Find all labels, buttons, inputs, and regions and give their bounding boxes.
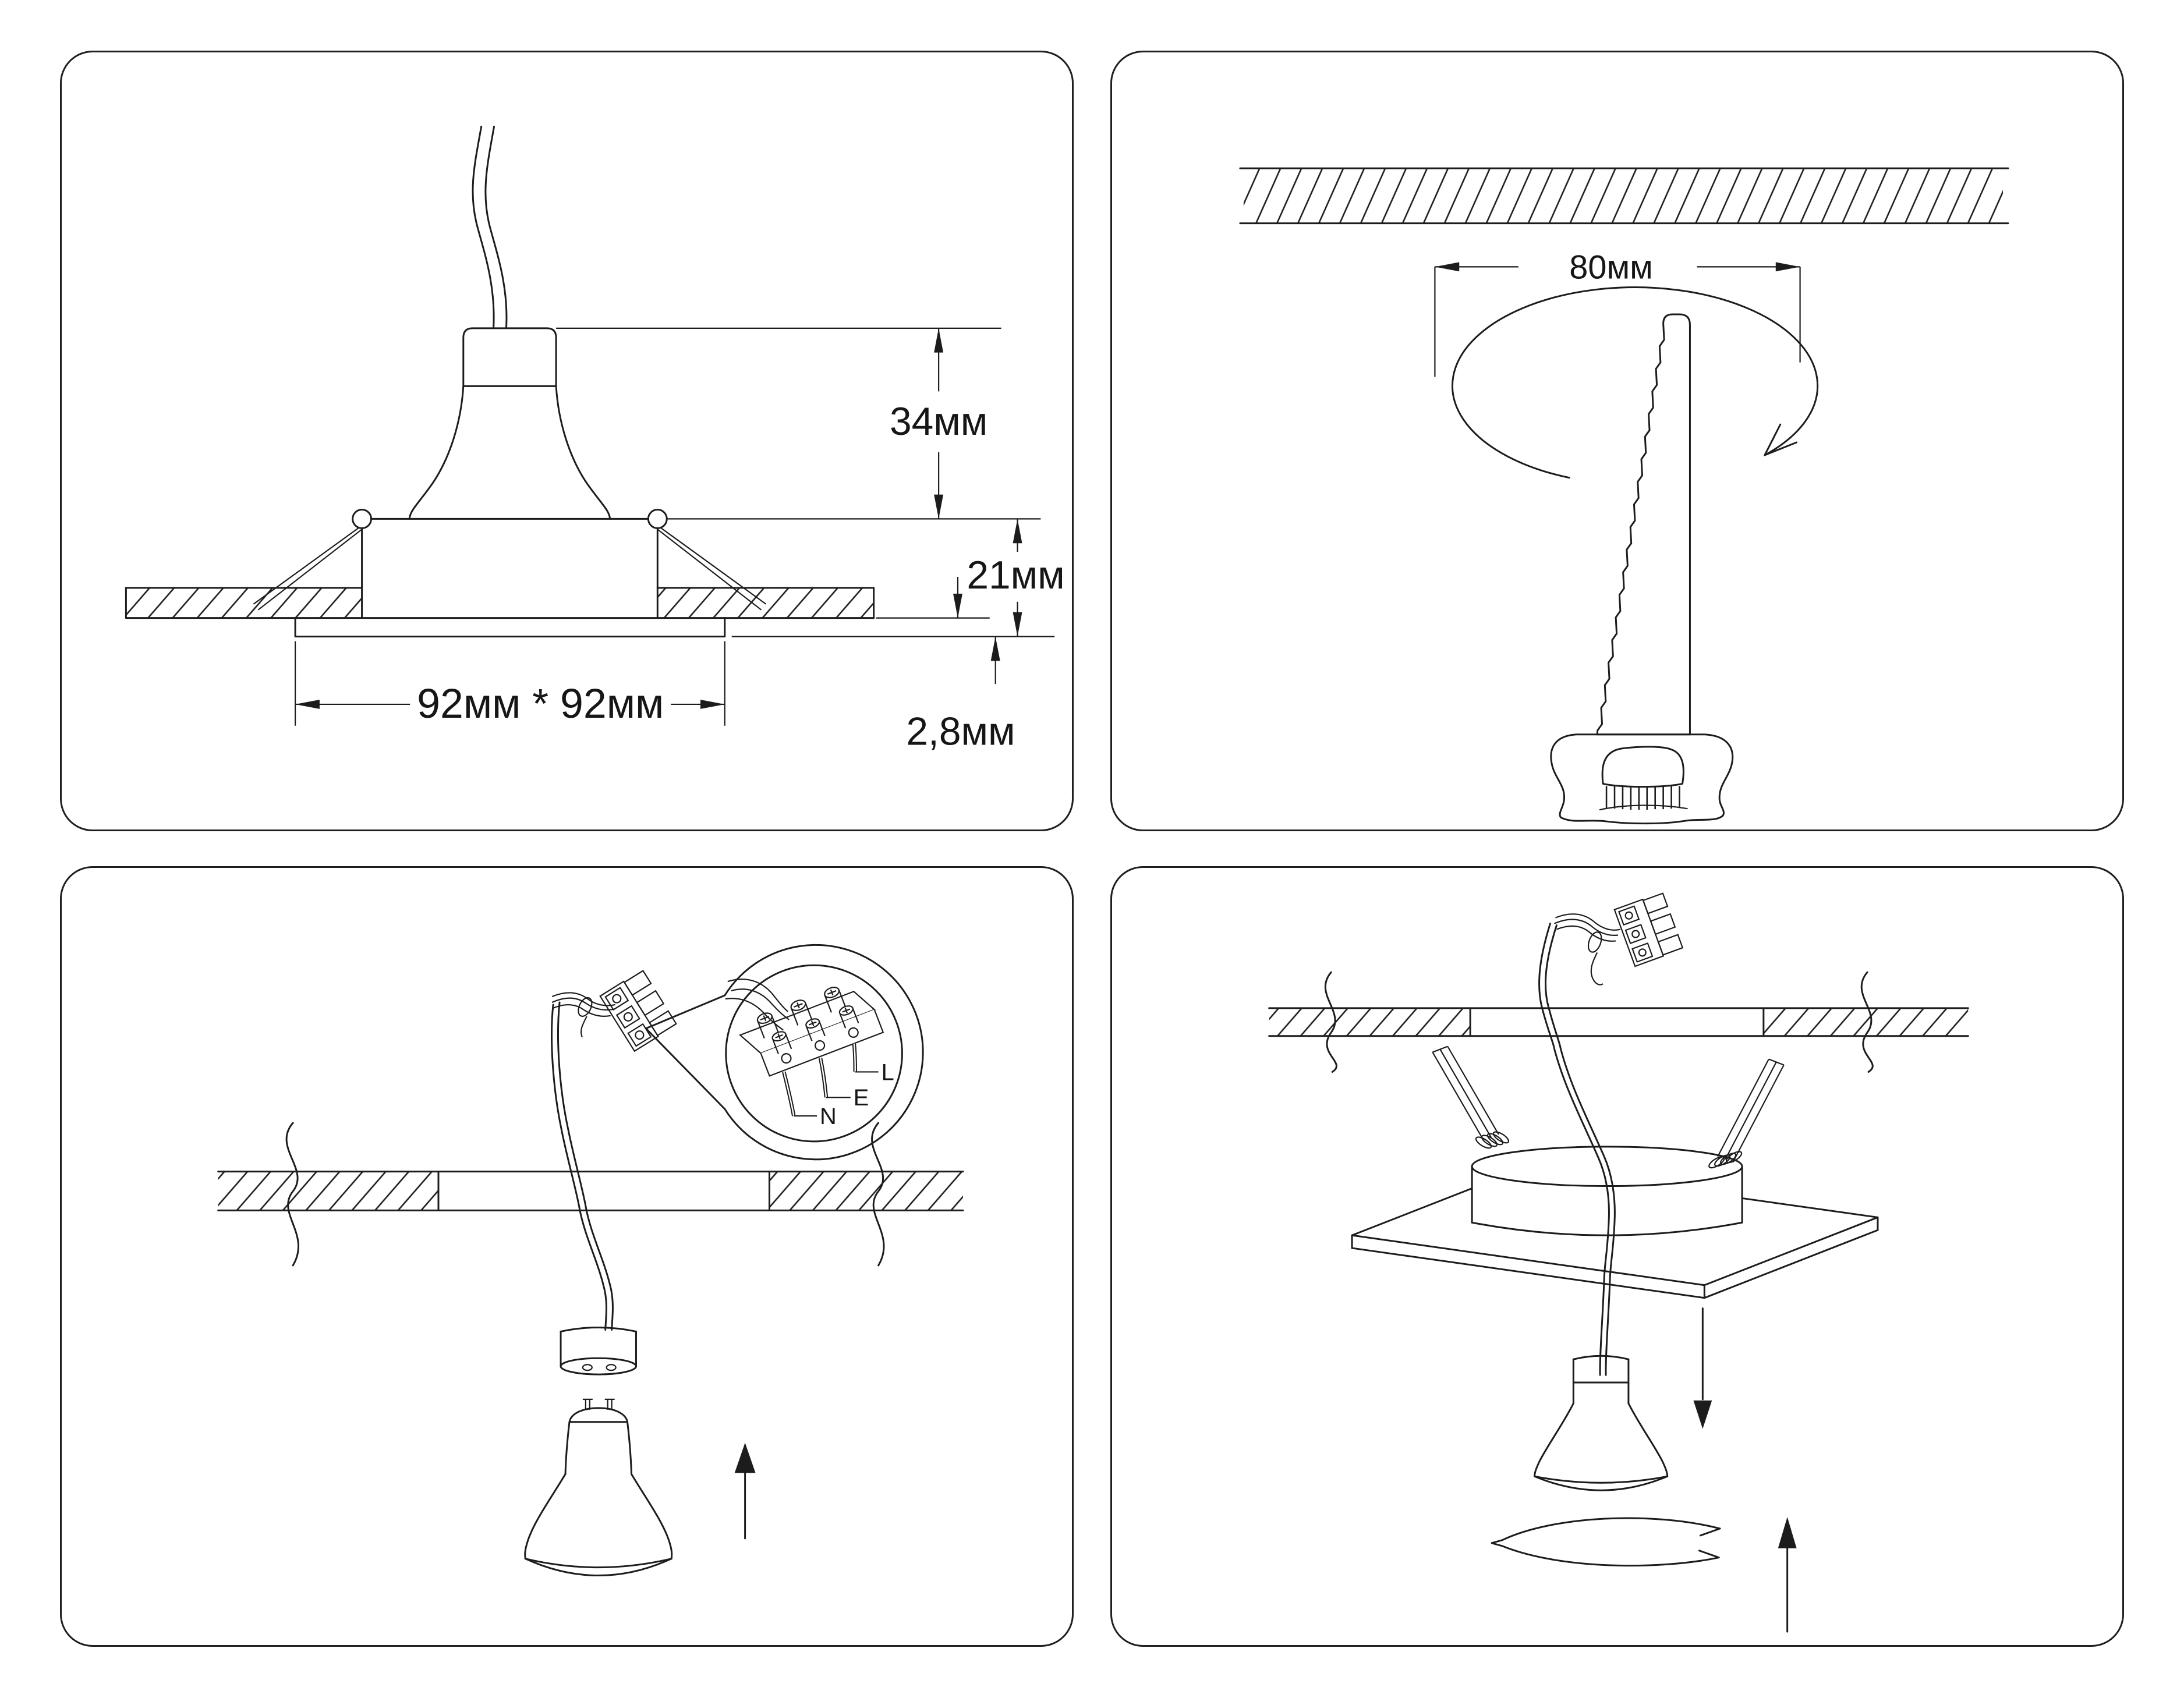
hole-saw bbox=[1551, 314, 1733, 824]
dim-label-34mm: 34мм bbox=[889, 400, 988, 444]
ceiling-section-hatch bbox=[1240, 168, 2008, 224]
dim-label-92mm: 92мм * 92мм bbox=[417, 680, 664, 727]
label-neutral: N bbox=[820, 1104, 837, 1130]
spotlight-cross-section bbox=[126, 126, 873, 636]
label-live: L bbox=[881, 1059, 894, 1086]
panel-dimensions-diagram bbox=[60, 51, 1074, 831]
twisted-wires bbox=[552, 992, 615, 1037]
mains-cable bbox=[552, 1002, 613, 1330]
trim-plate bbox=[295, 618, 725, 637]
spring-clip-left bbox=[1432, 1047, 1510, 1150]
dim-label-21mm: 21мм bbox=[967, 553, 1065, 597]
dim-label-2-8mm: 2,8мм bbox=[906, 710, 1015, 754]
panel-cutout-diagram bbox=[1110, 51, 2124, 831]
dimension-80mm bbox=[1435, 249, 1800, 377]
dimension-2-8mm bbox=[876, 577, 1015, 754]
retaining-ring bbox=[1492, 1518, 1720, 1566]
handle-grip-hole bbox=[1602, 747, 1683, 787]
socket-housing bbox=[463, 328, 556, 387]
lamp-holder bbox=[561, 1327, 636, 1374]
lamp-bell-body bbox=[409, 386, 610, 519]
ceiling-section-hatch bbox=[1269, 972, 1969, 1072]
gu10-lamp bbox=[1535, 1356, 1668, 1490]
ceiling-section-hatch bbox=[126, 588, 873, 618]
panel-wiring-diagram bbox=[60, 866, 1074, 1647]
down-arrow-icon bbox=[1693, 1309, 1712, 1429]
dimension-21mm bbox=[732, 519, 1065, 636]
dimension-34mm bbox=[556, 328, 1040, 519]
saw-blade bbox=[1597, 314, 1690, 735]
up-arrow-icon bbox=[735, 1443, 756, 1539]
magnifier-detail bbox=[646, 945, 923, 1159]
pivot-right bbox=[648, 509, 667, 528]
rotation-arrow-icon bbox=[1452, 288, 1817, 478]
terminal-connector bbox=[1554, 892, 1683, 985]
pin-hole bbox=[583, 1364, 592, 1370]
label-earth: E bbox=[853, 1085, 869, 1111]
magnifier-beak bbox=[646, 995, 724, 1109]
supply-cable bbox=[473, 126, 507, 328]
spring-clip-right bbox=[1707, 1059, 1783, 1170]
saw-handle bbox=[1551, 735, 1733, 824]
twisted-wires bbox=[1554, 914, 1620, 984]
dimension-92mm bbox=[295, 641, 725, 726]
terminal-labels bbox=[794, 1059, 894, 1129]
dim-label-80mm: 80мм bbox=[1569, 249, 1653, 286]
gu10-lamp bbox=[525, 1399, 672, 1576]
up-arrow-icon bbox=[1778, 1517, 1797, 1632]
recessed-can bbox=[353, 509, 667, 618]
panel-mounting-diagram bbox=[1110, 866, 2124, 1647]
terminal-connector bbox=[552, 970, 677, 1051]
terminal-block-magnified bbox=[725, 976, 894, 1129]
pin-hole bbox=[607, 1364, 616, 1370]
pivot-left bbox=[353, 509, 371, 528]
